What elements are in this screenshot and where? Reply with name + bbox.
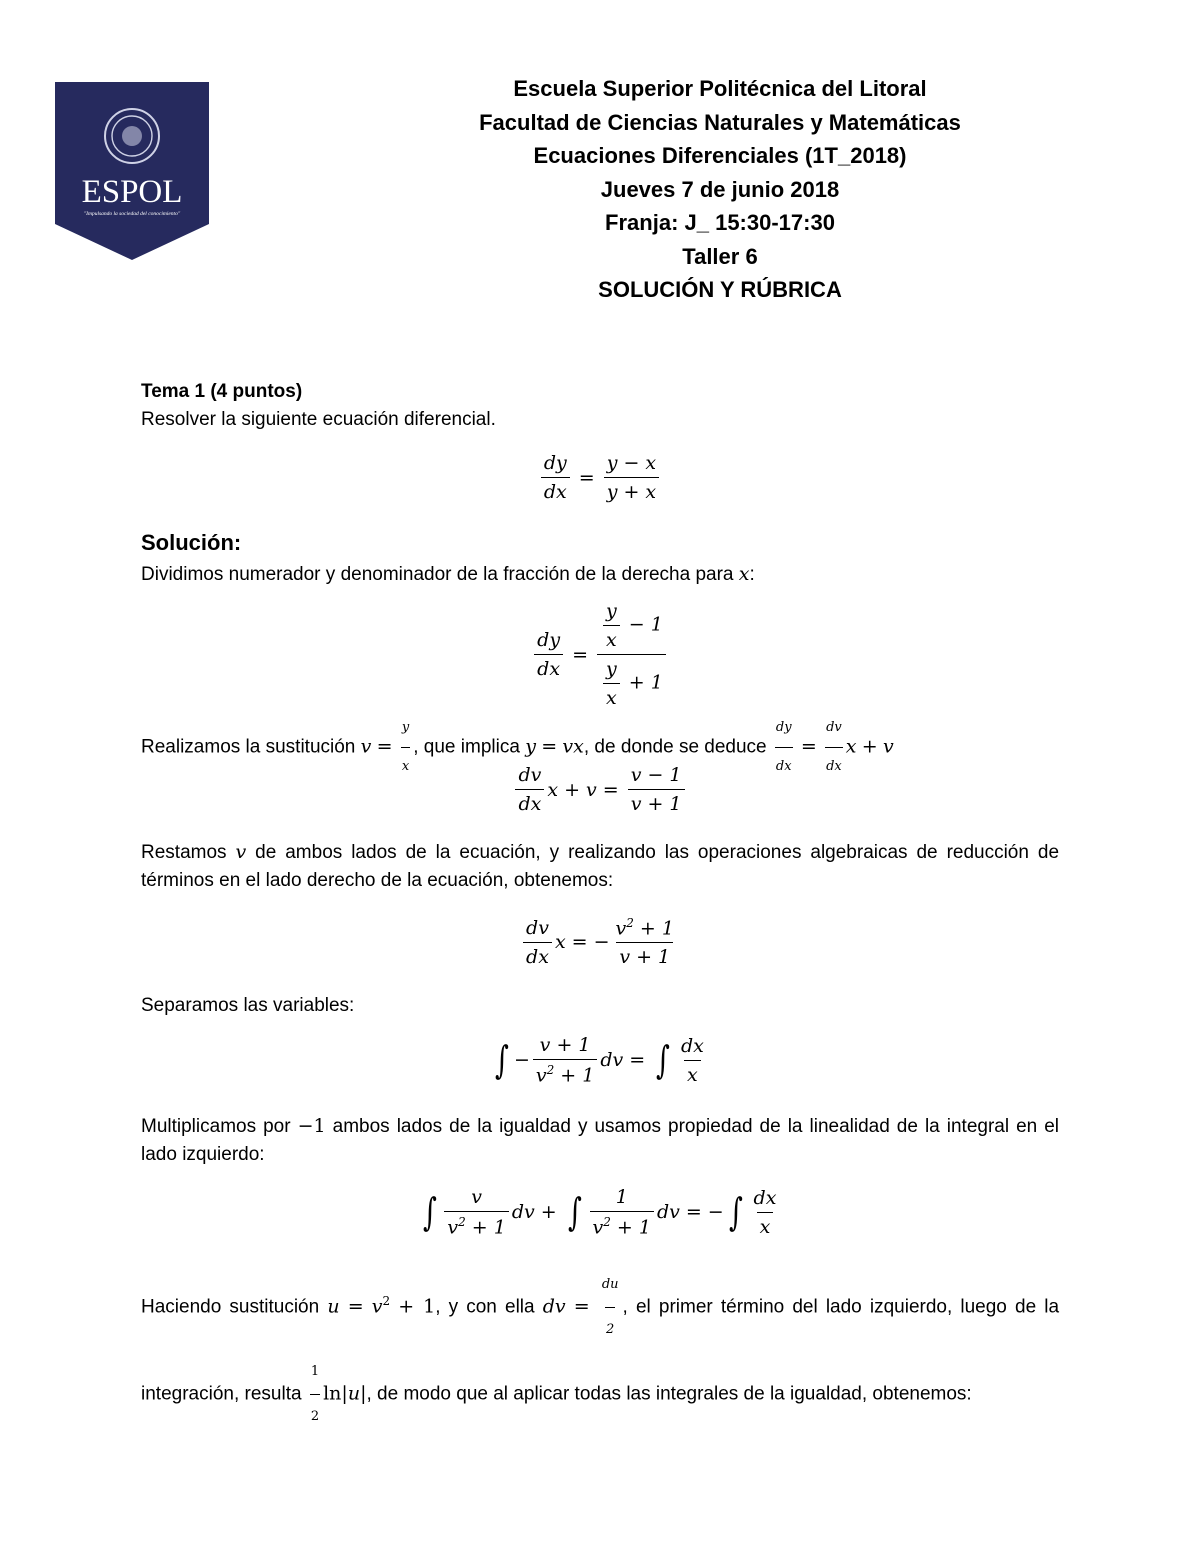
equation-1: $\frac{dy}{dx}$ = $\frac{y - x}{y + x}$ — [0, 452, 1200, 503]
equation-2: $\frac{dy}{dx}$ = $\frac{y}{x}$ − 1 $\frac{y}{x}$ + 1 — [0, 600, 1200, 709]
equation-4: $\frac{dv}{dx}$ x = − $\frac{v^2 + 1}{v + 1}$ — [0, 916, 1200, 968]
logo-text: ESPOL — [81, 174, 183, 210]
logo-motto: "Impulsando la sociedad del conocimiento" — [83, 211, 181, 217]
tema-statement: Resolver la siguiente ecuación diferencial. — [141, 409, 496, 430]
equation-3: $\frac{dv}{dx}$ x + v = $\frac{v - 1}{v + 1}$ — [0, 764, 1200, 815]
document-header — [400, 72, 1040, 307]
header-schedule: Franja: J_ 15:30-17:30 — [605, 210, 835, 235]
solution-p6: Haciendo sustitución $u = v^2 + 1$, y con ella dv = $\frac{du}{2}$ , el primer término del lado izquierdo, luego de la integración, resulta $\frac{1}{2}$ ln|u|, de modo que al aplicar todas las integrales de la igualdad, obtenemos: — [141, 1264, 1059, 1438]
espol-logo — [55, 82, 209, 260]
header-subtitle: SOLUCIÓN Y RÚBRICA — [598, 277, 842, 302]
solution-p4: Separamos las variables: — [141, 995, 355, 1016]
tema-title: Tema 1 (4 puntos) — [141, 381, 303, 402]
solution-p2: Realizamos la sustitución v = $\frac{y}{x}$ , que implica y = vx, de donde se deduce $\frac{dy}{dx}$ = $\frac{dv}{dx}$ x + v — [141, 710, 1059, 785]
header-workshop: Taller 6 — [682, 243, 758, 269]
solution-p3: Restamos v de ambos lados de la ecuación, y realizando las operaciones algebraicas de reducción de términos en el lado derecho de la ecuación, obtenemos: — [141, 841, 1060, 891]
header-institution: Escuela Superior Politécnica del Litoral — [513, 76, 927, 101]
equation-6: ∫ $\frac{v}{v^2 + 1}$ dv + ∫ $\frac{1}{v^2 + 1}$ dv = − ∫ $\frac{dx}{x}$ — [422, 1186, 777, 1239]
header-course: Ecuaciones Diferenciales (1T_2018) — [533, 143, 907, 168]
header-faculty: Facultad de Ciencias Naturales y Matemáticas — [479, 109, 961, 135]
solution-heading: Solución: — [141, 530, 242, 555]
solution-p1: Dividimos numerador y denominador de la fracción de la derecha para x: — [141, 563, 755, 585]
equation-5: ∫ − $\frac{v + 1}{v^2 + 1}$ dv = ∫ $\frac{dx}{x}$ — [495, 1034, 704, 1087]
header-date: Jueves 7 de junio 2018 — [600, 176, 840, 202]
solution-p5: Multiplicamos por −1 ambos lados de la igualdad y usamos propiedad de la linealidad de la integral en el lado izquierdo: — [141, 1115, 1060, 1165]
